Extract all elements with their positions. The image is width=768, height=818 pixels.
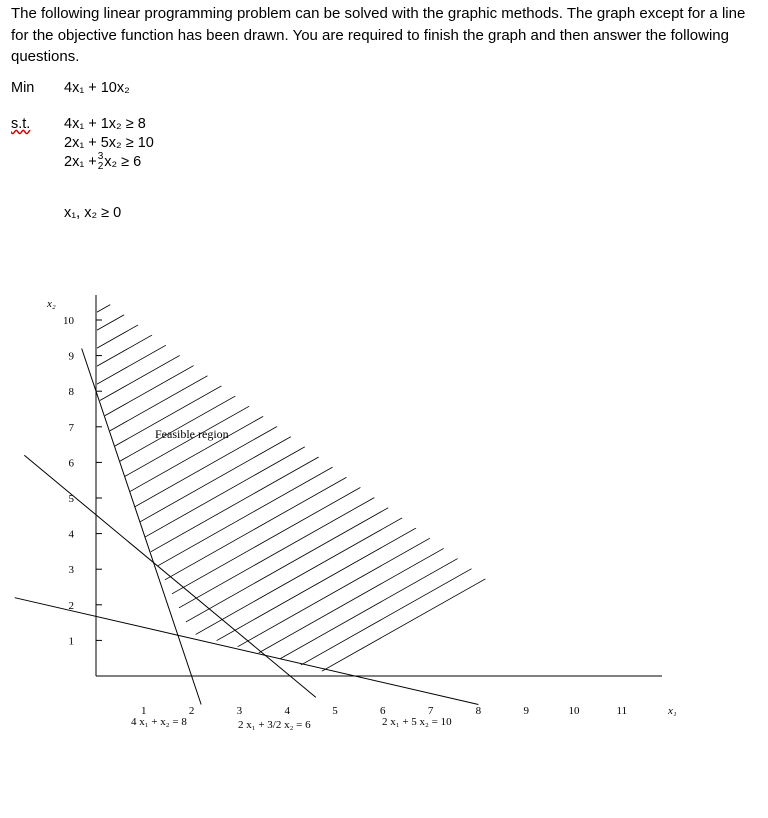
hatch-line xyxy=(76,370,696,720)
hatch-line xyxy=(76,82,696,432)
hatch-line xyxy=(76,190,696,540)
line-label-3: 2 x₁ + 5 x₂ = 10 xyxy=(382,716,452,728)
x-tick-label: 7 xyxy=(427,705,434,717)
x-axis-label xyxy=(667,705,677,717)
problem-intro: The following linear programming problem can be solved with the graphic methods. The graph except for a line for the objective function has been drawn. You are required to finish the graph and then answer the following questions. xyxy=(11,5,746,65)
x-tick-label: 1 xyxy=(141,705,147,717)
y-tick-label: 6 xyxy=(68,457,74,470)
constraint-line-2 xyxy=(24,455,316,697)
y-tick-label: 2 xyxy=(68,599,74,612)
x-tick-label: 8 xyxy=(475,705,482,717)
y-tick-label: 1 xyxy=(68,635,74,648)
hatch-line xyxy=(76,118,696,468)
axes xyxy=(96,295,662,676)
constraint-2: 2x₁ + 5x₂ ≥ 10 xyxy=(64,135,154,151)
y-axis-label xyxy=(46,298,56,310)
constraint-1: 4x₁ + 1x₂ ≥ 8 xyxy=(64,116,146,132)
hatch-line xyxy=(76,442,696,792)
hatch-line xyxy=(76,460,696,810)
y-tick-label: 8 xyxy=(68,386,74,399)
y-tick-label: 3 xyxy=(68,564,74,577)
hatch-line xyxy=(76,316,696,666)
hatch-line xyxy=(76,226,696,576)
hatch-line xyxy=(76,0,696,342)
hatch-line xyxy=(76,0,696,324)
x-tick-label: 9 xyxy=(523,705,529,717)
nonnegativity-constraint: x₁, x₂ ≥ 0 xyxy=(64,205,122,221)
y-tick-label: 4 xyxy=(68,528,74,541)
x-tick-label: 5 xyxy=(332,705,338,717)
y-tick-label: 10 xyxy=(63,315,74,327)
fraction-denominator: 2 xyxy=(97,161,104,172)
line-label-1: 4 x₁ + x₂ = 8 xyxy=(131,716,187,728)
x-tick-label: 10 xyxy=(568,705,580,717)
subject-to-label: s.t. xyxy=(11,116,31,132)
tick-labels xyxy=(63,315,627,717)
objective-label: Min xyxy=(11,80,35,96)
hatch-line xyxy=(76,64,696,414)
constraint-lines xyxy=(15,348,479,704)
x-tick-label: 11 xyxy=(616,705,628,717)
hatch-line xyxy=(76,244,696,594)
feasible-region-label: Feasible region xyxy=(155,427,229,441)
constraint-3-right: x₂ ≥ 6 xyxy=(104,153,142,170)
line-labels xyxy=(131,716,452,731)
fraction-numerator: 3 xyxy=(97,151,104,162)
x-axis-label-text: x₁ xyxy=(668,705,677,717)
hatch-line xyxy=(76,100,696,450)
hatch-line xyxy=(76,406,696,756)
constraint-line-1 xyxy=(82,348,202,704)
x-tick-label: 4 xyxy=(284,705,290,717)
hatch-line xyxy=(76,172,696,522)
x-tick-label: 2 xyxy=(188,705,195,717)
feasible-region-hatching xyxy=(76,0,696,810)
y-tick-label: 7 xyxy=(68,421,74,434)
hatch-line xyxy=(76,151,696,504)
constraint-3-left: 2x₁ + xyxy=(64,153,97,170)
hatch-line xyxy=(76,28,696,378)
y-axis-label-text: x₂ xyxy=(47,298,56,310)
hatch-line xyxy=(76,0,696,288)
constraint-line-3 xyxy=(15,598,479,705)
hatch-line xyxy=(76,208,696,558)
hatch-line xyxy=(76,10,696,360)
hatch-line xyxy=(76,298,696,648)
y-tick-label: 5 xyxy=(68,493,74,505)
hatch-line xyxy=(76,280,696,630)
objective-function: 4x₁ + 10x₂ xyxy=(64,80,130,96)
hatch-line xyxy=(76,0,696,306)
y-tick-label: 9 xyxy=(68,350,74,363)
hatch-line xyxy=(76,46,696,396)
hatch-line xyxy=(76,334,696,684)
x-tick-label: 6 xyxy=(380,705,386,717)
hatch-line xyxy=(76,352,696,702)
line-label-2: 2 x₁ + 3/2 x₂ = 6 xyxy=(238,719,311,731)
x-tick-label: 3 xyxy=(236,705,243,717)
